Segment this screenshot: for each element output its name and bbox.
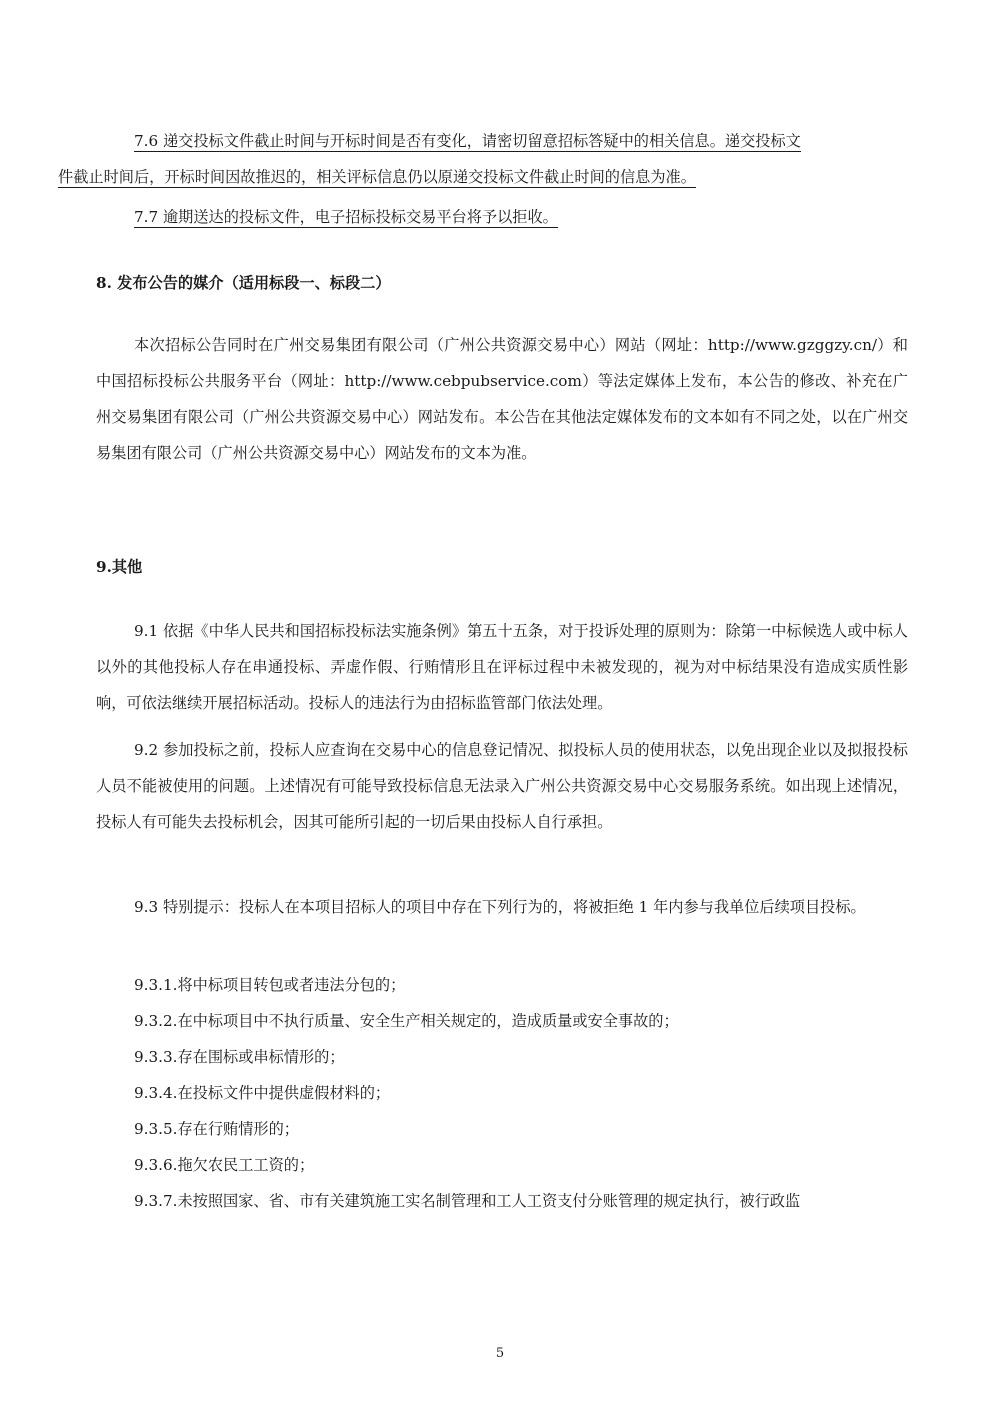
paragraph-9-2: 9.2 参加投标之前，投标人应查询在交易中心的信息登记情况、拟投标人员的使用状态，以免出现企业以及拟报投标人员不能被使用的问题。上述情况有可能导致投标信息无法录入广州公共资源交易中心交易服务系统。如出现上述情况，投标人有可能失去投标机会，因其可能所引起的一切后果由投标人自行承担。 xyxy=(96,741,908,831)
section-9-heading: 9.其他 xyxy=(96,558,143,576)
paragraph-9-1: 9.1 依据《中华人民共和国招标投标法实施条例》第五十五条，对于投诉处理的原则为：除第一中标候选人或中标人以外的其他投标人存在串通投标、弄虚作假、行贿情形且在评标过程中未被发现的，视为对中标结果没有造成实质性影响，可依法继续开展招标活动。投标人的违法行为由招标监管部门依法处理。 xyxy=(96,622,908,712)
list-item: 9.3.1.将中标项目转包或者违法分包的； xyxy=(134,976,406,994)
paragraph-7-6 xyxy=(58,123,908,195)
paragraph-7-7-text: 7.7 逾期送达的投标文件，电子招标投标交易平台将予以拒收。 xyxy=(134,208,558,226)
paragraph-9-3: 9.3 特别提示：投标人在本项目招标人的项目中存在下列行为的，将被拒绝 1 年内参与我单位后续项目投标。 xyxy=(134,898,866,916)
section-8-heading: 8. 发布公告的媒介（适用标段一、标段二） xyxy=(96,274,391,292)
list-item: 9.3.5.存在行贿情形的； xyxy=(134,1120,299,1138)
list-item: 9.3.2.在中标项目中不执行质量、安全生产相关规定的，造成质量或安全事故的； xyxy=(134,1012,679,1030)
paragraph-7-7 xyxy=(96,199,908,235)
list-item: 9.3.4.在投标文件中提供虚假材料的； xyxy=(134,1084,391,1102)
paragraph-7-6-line-1: 7.6 递交投标文件截止时间与开标时间是否有变化，请密切留意招标答疑中的相关信息。递交投标文 xyxy=(134,132,801,150)
page-number: 5 xyxy=(495,1346,505,1361)
list-item: 9.3.6.拖欠农民工工资的； xyxy=(134,1156,315,1174)
paragraph-7-6-line-2: 件截止时间后，开标时间因故推迟的，相关评标信息仍以原递交投标文件截止时间的信息为准。 xyxy=(58,168,696,186)
list-item: 9.3.3.存在围标或串标情形的； xyxy=(134,1048,345,1066)
list-item: 9.3.7.未按照国家、省、市有关建筑施工实名制管理和工人工资支付分账管理的规定执行，被行政监 xyxy=(134,1192,801,1210)
item-list xyxy=(96,967,908,1219)
section-8-body: 本次招标公告同时在广州交易集团有限公司（广州公共资源交易中心）网站（网址：http://www.gzggzy.cn/）和中国招标投标公共服务平台（网址：http://www.cebpubservice.com）等法定媒体上发布，本公告的修改、补充在广州交易集团有限公司（广州公共资源交易中心）网站发布。本公告在其他法定媒体发布的文本如有不同之处，以在广州交易集团有限公司（广州公共资源交易中心）网站发布的文本为准。 xyxy=(96,336,908,462)
